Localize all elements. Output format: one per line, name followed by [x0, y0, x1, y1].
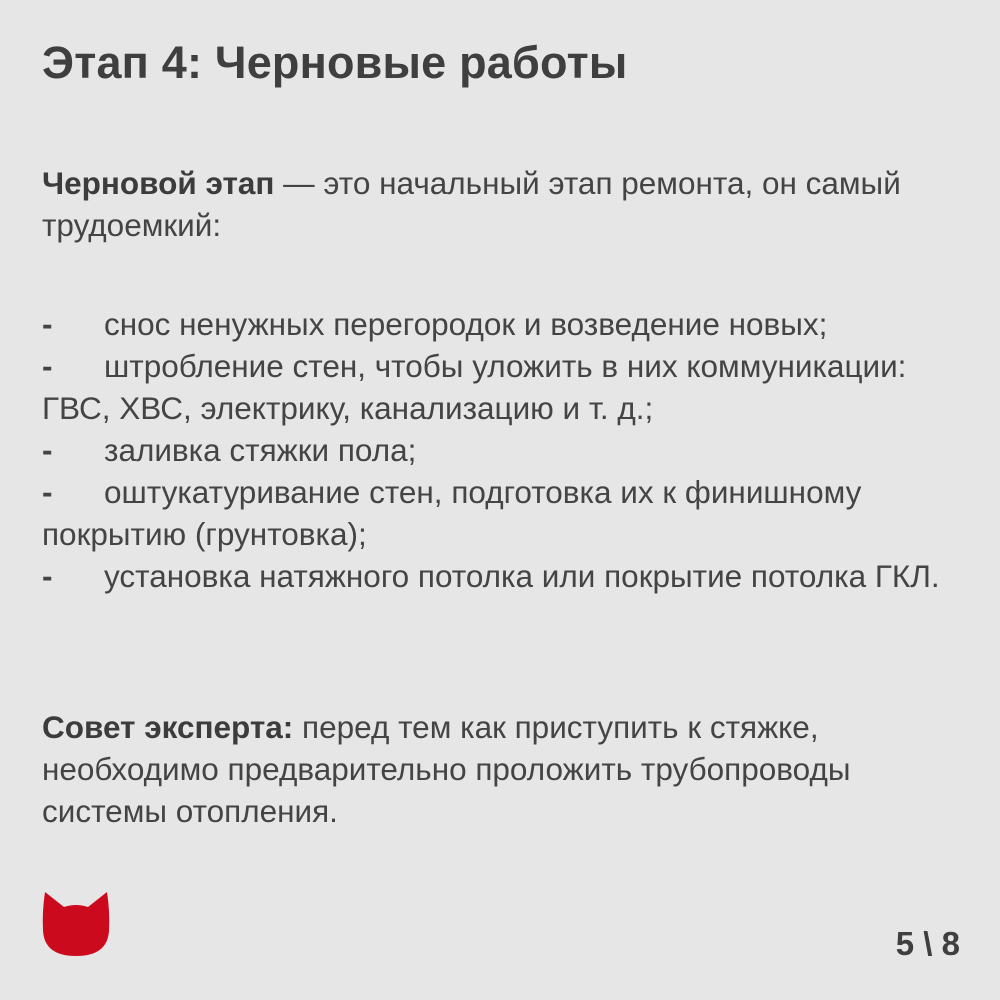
intro-text: — это начальный этап ремонта, он самый трудоемкий: — [42, 165, 901, 243]
intro-term: Черновой этап — [42, 165, 275, 201]
bullet-dash: - — [42, 432, 53, 468]
bullet-dash: - — [42, 306, 53, 342]
list-item — [42, 555, 972, 597]
page-counter: 5 \ 8 — [895, 925, 960, 962]
list-item-text: снос ненужных перегородок и возведение новых; — [104, 306, 828, 342]
page-title: Этап 4: Черновые работы — [42, 37, 628, 88]
list-item-text: установка натяжного потолка или покрытие потолка ГКЛ. — [104, 558, 940, 594]
tip-text: перед тем как приступить к стяжке, необходимо предварительно проложить трубопроводы системы отопления. — [42, 709, 851, 829]
bullet-dash: - — [42, 558, 53, 594]
list-item — [42, 471, 972, 555]
works-list — [42, 303, 972, 597]
bullet-dash: - — [42, 474, 53, 510]
list-item — [42, 303, 972, 345]
list-item-text: оштукатуривание стен, подготовка их к финишному покрытию (грунтовка); — [42, 474, 862, 552]
tip-label: Совет эксперта: — [42, 709, 294, 745]
cat-head-icon — [42, 890, 110, 958]
expert-tip — [42, 706, 972, 832]
list-item-text: штробление стен, чтобы уложить в них коммуникации: ГВС, ХВС, электрику, канализацию и т. д.; — [42, 348, 907, 426]
list-item — [42, 345, 972, 429]
bullet-dash: - — [42, 348, 53, 384]
intro-paragraph — [42, 162, 972, 246]
list-item-text: заливка стяжки пола; — [104, 432, 417, 468]
list-item — [42, 429, 972, 471]
